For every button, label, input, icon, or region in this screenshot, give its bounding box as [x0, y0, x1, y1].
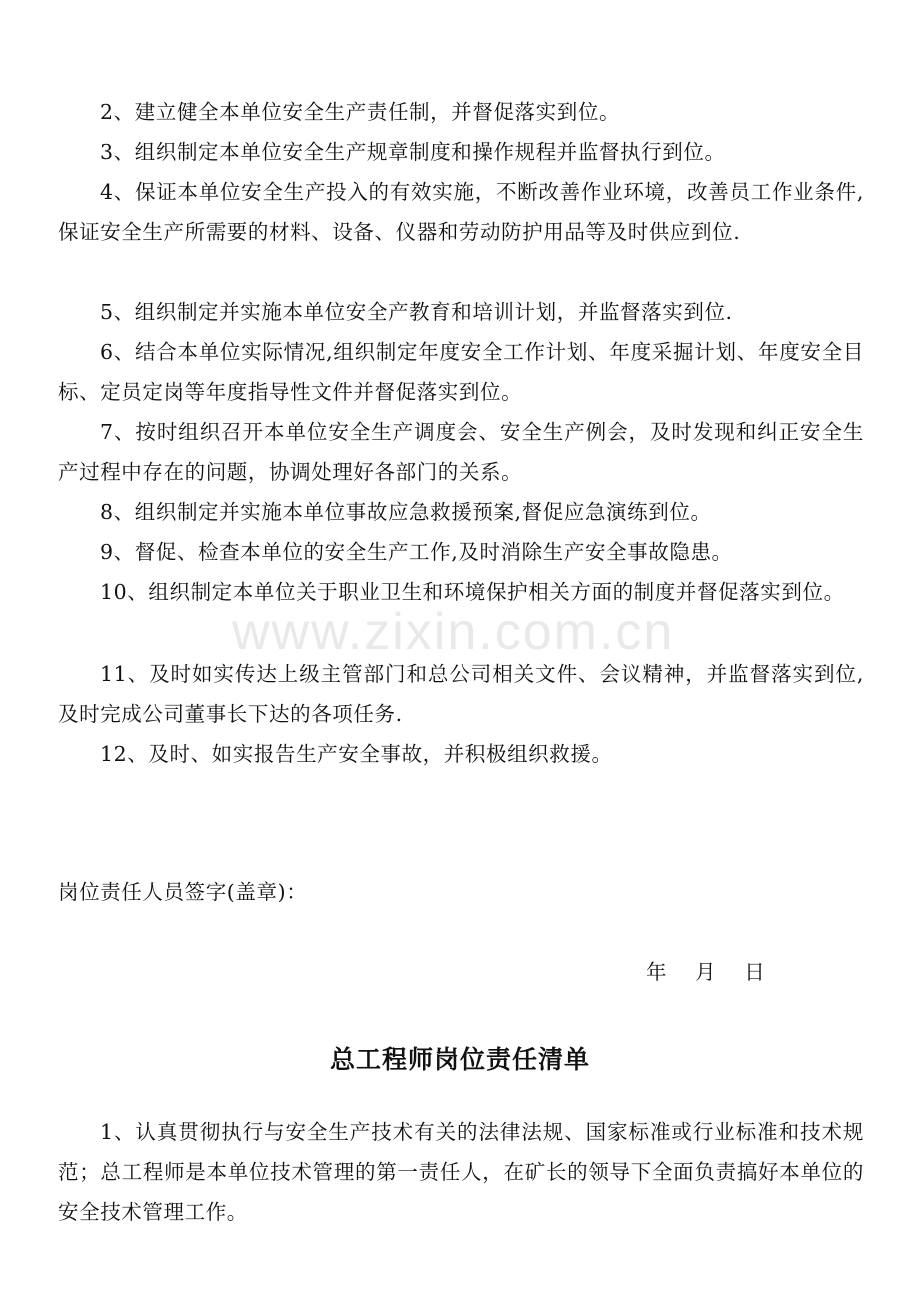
date-day: 日: [744, 960, 766, 984]
item-10: 10、组织制定本单位关于职业卫生和环境保护相关方面的制度并督促落实到位。: [100, 580, 845, 604]
section-title: 总工程师岗位责任清单: [329, 1045, 590, 1074]
item-9: 9、督促、检查本单位的安全生产工作,及时消除生产安全事故隐患。: [100, 540, 733, 564]
date-year: 年: [646, 960, 668, 984]
item-4: 4、保证本单位安全生产投入的有效实施，不断改善作业环境，改善员工作业条件,保证安全生产所需要的材料、设备、仪器和劳动防护用品等及时供应到位.: [58, 180, 864, 244]
signature-line: 岗位责任人员签字(盖章)：: [58, 880, 308, 904]
date-line: [646, 952, 765, 992]
item-3: 3、组织制定本单位安全生产规章制度和操作规程并监督执行到位。: [100, 140, 726, 164]
item-2: 2、建立健全本单位安全生产责任制，并督促落实到位。: [100, 100, 621, 124]
item-11: 11、及时如实传达上级主管部门和总公司相关文件、会议精神，并监督落实到位,及时完成公司董事长下达的各项任务.: [58, 662, 864, 726]
item-7: 7、按时组织召开本单位安全生产调度会、安全生产例会，及时发现和纠正安全生产过程中存在的问题，协调处理好各部门的关系。: [58, 420, 864, 484]
item-12: 12、及时、如实报告生产安全事故，并积极组织救援。: [100, 742, 613, 766]
item-5: 5、组织制定并实施本单位安全产教育和培训计划，并监督落实到位.: [100, 300, 733, 324]
date-month: 月: [695, 960, 717, 984]
item-8: 8、组织制定并实施本单位事故应急救援预案,督促应急演练到位。: [100, 500, 712, 524]
section-item-1: 1、认真贯彻执行与安全生产技术有关的法律法规、国家标准或行业标准和技术规范；总工程师是本单位技术管理的第一责任人，在矿长的领导下全面负责搞好本单位的安全技术管理工作。: [58, 1120, 864, 1224]
watermark: www.zixin.com.cn: [232, 603, 675, 661]
item-6: 6、结合本单位实际情况,组织制定年度安全工作计划、年度采掘计划、年度安全目标、定员定岗等年度指导性文件并督促落实到位。: [58, 340, 864, 404]
